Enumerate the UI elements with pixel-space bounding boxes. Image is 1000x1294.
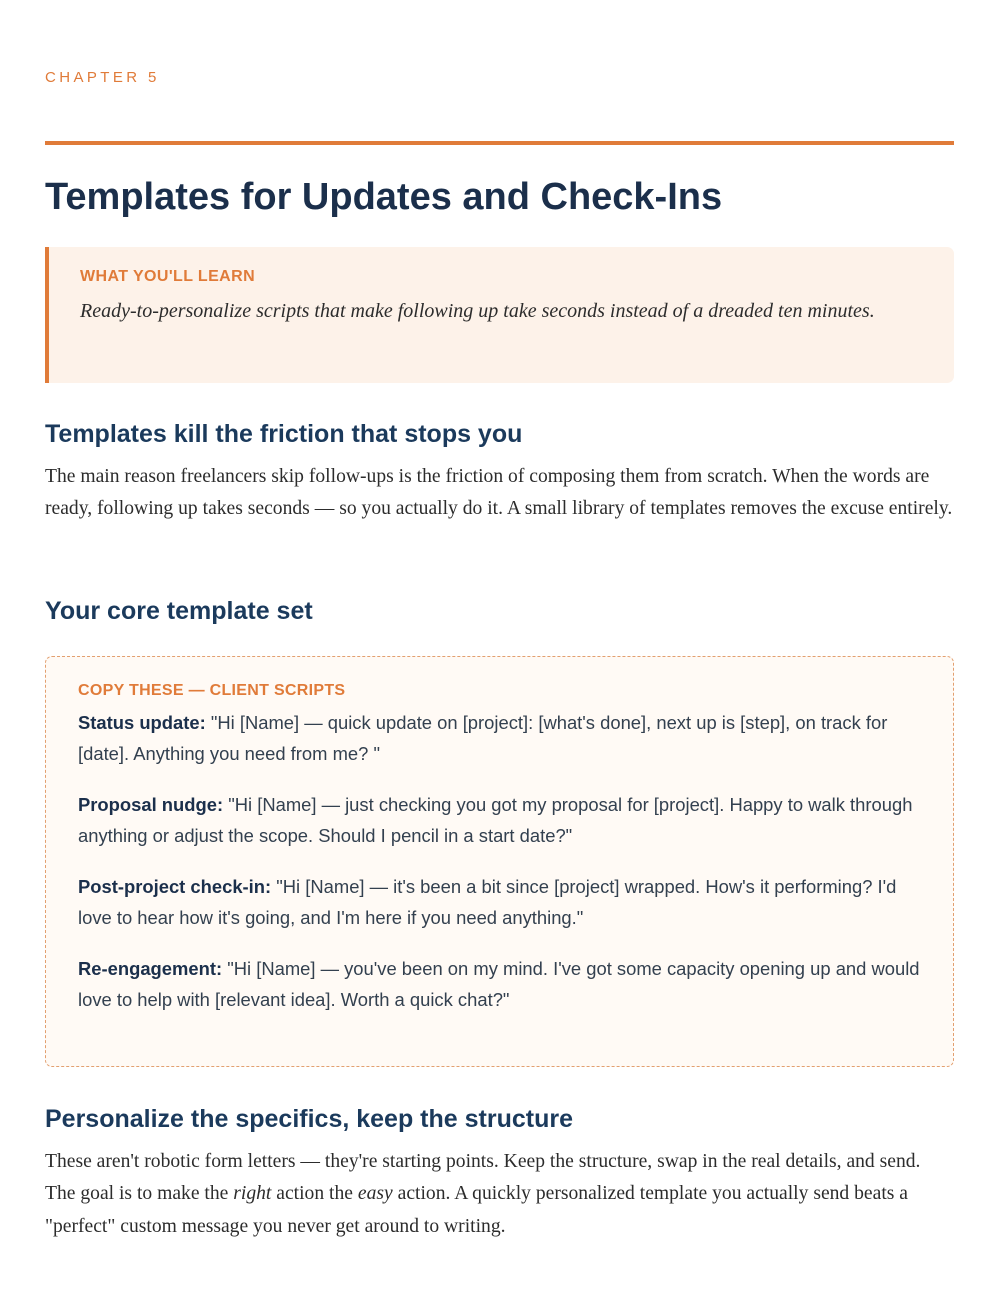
script-name: Proposal nudge:: [78, 794, 224, 815]
body-text: action the: [271, 1183, 358, 1205]
script-text: "Hi [Name] — it's been a bit since [project] wrapped. How's it performing? I'd love to hear how it's going, and I'm here if you need anything.": [78, 876, 897, 928]
script-post-project-check-in: [78, 872, 921, 933]
section-heading-template-set: Your core template set: [45, 597, 313, 625]
learning-callout-text: Ready-to-personalize scripts that make following up take seconds instead of a dreaded ten minutes.: [80, 300, 875, 322]
section-heading-personalize: Personalize the specifics, keep the structure: [45, 1105, 573, 1133]
body-text: These aren't robotic form letters — they're starting points. Keep the structure, swap in the real details, and send. The goal is to make the: [45, 1151, 921, 1205]
section-body-personalize: [45, 1146, 954, 1243]
script-status-update: [78, 708, 921, 769]
chapter-label: CHAPTER 5: [45, 69, 160, 86]
script-name: Re-engagement:: [78, 958, 223, 979]
scripts-callout-label: COPY THESE — CLIENT SCRIPTS: [78, 682, 346, 699]
emphasis-easy: easy: [357, 1183, 393, 1205]
body-text: action. A quickly personalized template you actually send beats a "perfect" custom message you never get around to writing.: [45, 1183, 908, 1237]
script-name: Post-project check-in:: [78, 876, 272, 897]
section-body-friction: The main reason freelancers skip follow-ups is the friction of composing them from scratch. When the words are ready, following up takes seconds — so you actually do it. A small library of templates removes the excuse entirely.: [45, 466, 953, 520]
chapter-divider: [45, 141, 954, 145]
script-proposal-nudge: [78, 790, 921, 851]
emphasis-right: right: [233, 1183, 272, 1205]
script-text: "Hi [Name] — you've been on my mind. I've got some capacity opening up and would love to help with [relevant idea]. Worth a quick chat?": [78, 958, 920, 1010]
learning-callout-label: WHAT YOU'LL LEARN: [80, 268, 256, 285]
script-re-engagement: [78, 954, 921, 1015]
section-heading-friction: Templates kill the friction that stops you: [45, 420, 523, 448]
page-title: Templates for Updates and Check-Ins: [45, 176, 723, 218]
script-text: "Hi [Name] — quick update on [project]: [what's done], next up is [step], on track for [date]. Anything you need from me? ": [78, 712, 888, 764]
scripts-callout: [45, 656, 954, 1067]
script-name: Status update:: [78, 712, 206, 733]
script-text: "Hi [Name] — just checking you got my proposal for [project]. Happy to walk through anything or adjust the scope. Should I pencil in a start date?": [78, 794, 913, 846]
learning-callout: [45, 247, 954, 383]
